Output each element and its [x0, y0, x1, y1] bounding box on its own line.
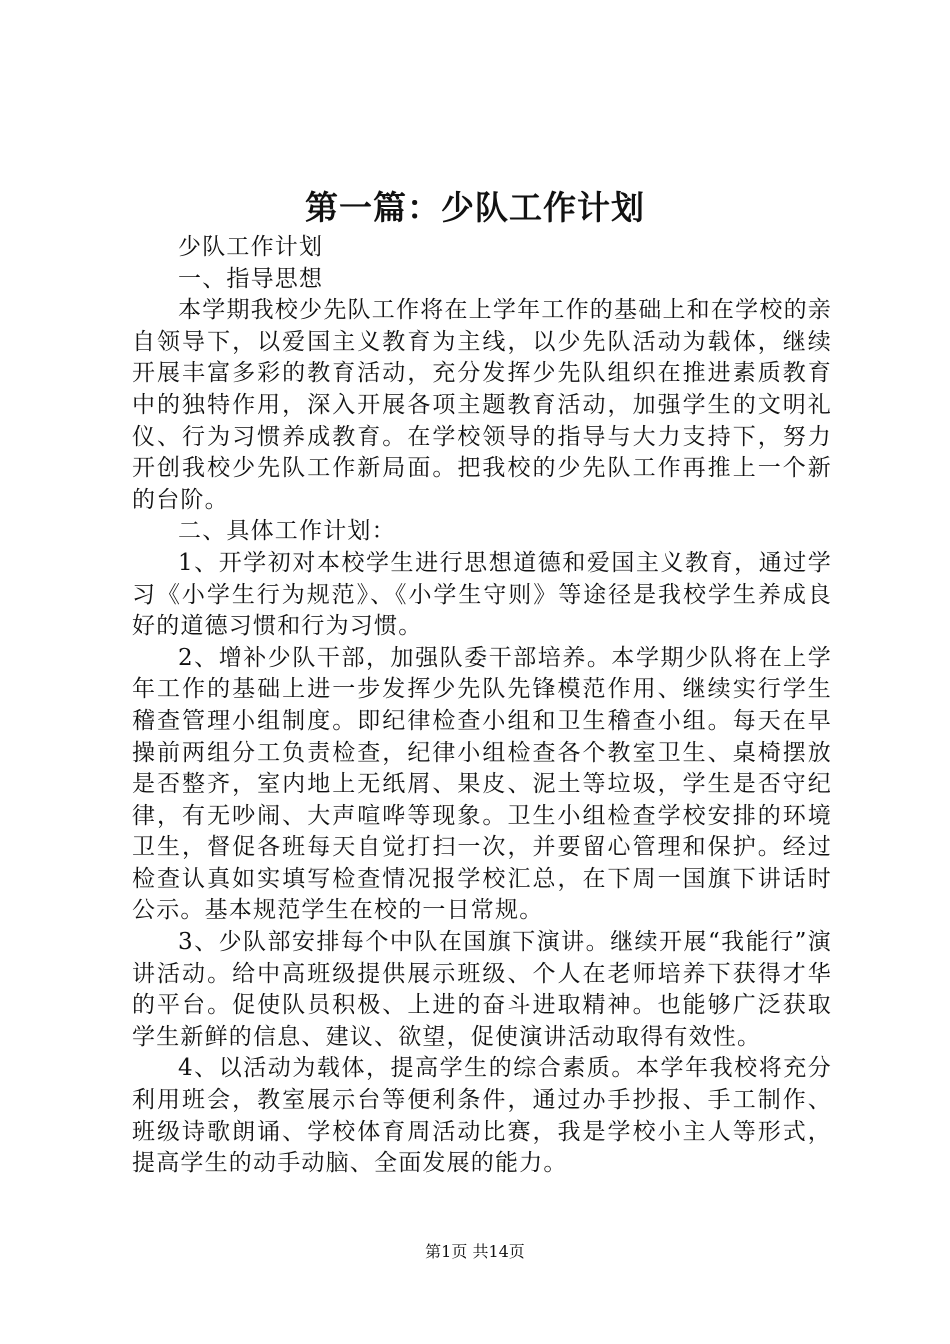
- paragraph-item-3: 3、少队部安排每个中队在国旗下演讲。继续开展“我能行”演讲活动。给中高班级提供展示班级、个人在老师培养下获得才华的平台。促使队员积极、上进的奋斗进取精神。也能够广泛获取学生新鲜的信息、建议、欲望，促使演讲活动取得有效性。: [132, 929, 832, 1050]
- page-number-footer: 第1页 共14页: [425, 1242, 525, 1261]
- paragraph-guiding-thought: 本学期我校少先队工作将在上学年工作的基础上和在学校的亲自领导下，以爱国主义教育为主线，以少先队活动为载体，继续开展丰富多彩的教育活动，充分发挥少先队组织在推进素质教育中的独特作用，深入开展各项主题教育活动，加强学生的文明礼仪、行为习惯养成教育。在学校领导的指导与大力支持下，努力开创我校少先队工作新局面。把我校的少先队工作再推上一个新的台阶。: [132, 297, 832, 513]
- paragraph-item-4: 4、以活动为载体，提高学生的综合素质。本学年我校将充分利用班会，教室展示台等便利条件，通过办手抄报、手工制作、班级诗歌朗诵、学校体育周活动比赛，我是学校小主人等形式，提高学生的动手动脑、全面发展的能力。: [132, 1055, 832, 1177]
- paragraph-item-2: 2、增补少队干部，加强队委干部培养。本学期少队将在上学年工作的基础上进一步发挥少先队先锋模范作用、继续实行学生稽查管理小组制度。即纪律检查小组和卫生稽查小组。每天在早操前两组分工负责检查，纪律小组检查各个教室卫生、桌椅摆放是否整齐，室内地上无纸屑、果皮、泥土等垃圾，学生是否守纪律，有无吵闹、大声喧哗等现象。卫生小组检查学校安排的环境卫生，督促各班每天自觉打扫一次，并要留心管理和保护。经过检查认真如实填写检查情况报学校汇总，在下周一国旗下讲话时公示。基本规范学生在校的一日常规。: [132, 644, 832, 924]
- section-heading-work-plan: 二、具体工作计划：: [178, 518, 396, 545]
- document-body: [132, 232, 832, 1180]
- document-title: 第一篇：少队工作计划: [305, 188, 645, 227]
- section-heading-guiding-thought: 一、指导思想: [178, 265, 324, 292]
- paragraph-item-1: 1、开学初对本校学生进行思想道德和爱国主义教育，通过学习《小学生行为规范》、《小学生守则》等途径是我校学生养成良好的道德习惯和行为习惯。: [132, 549, 832, 640]
- section-heading: 少队工作计划: [178, 234, 324, 260]
